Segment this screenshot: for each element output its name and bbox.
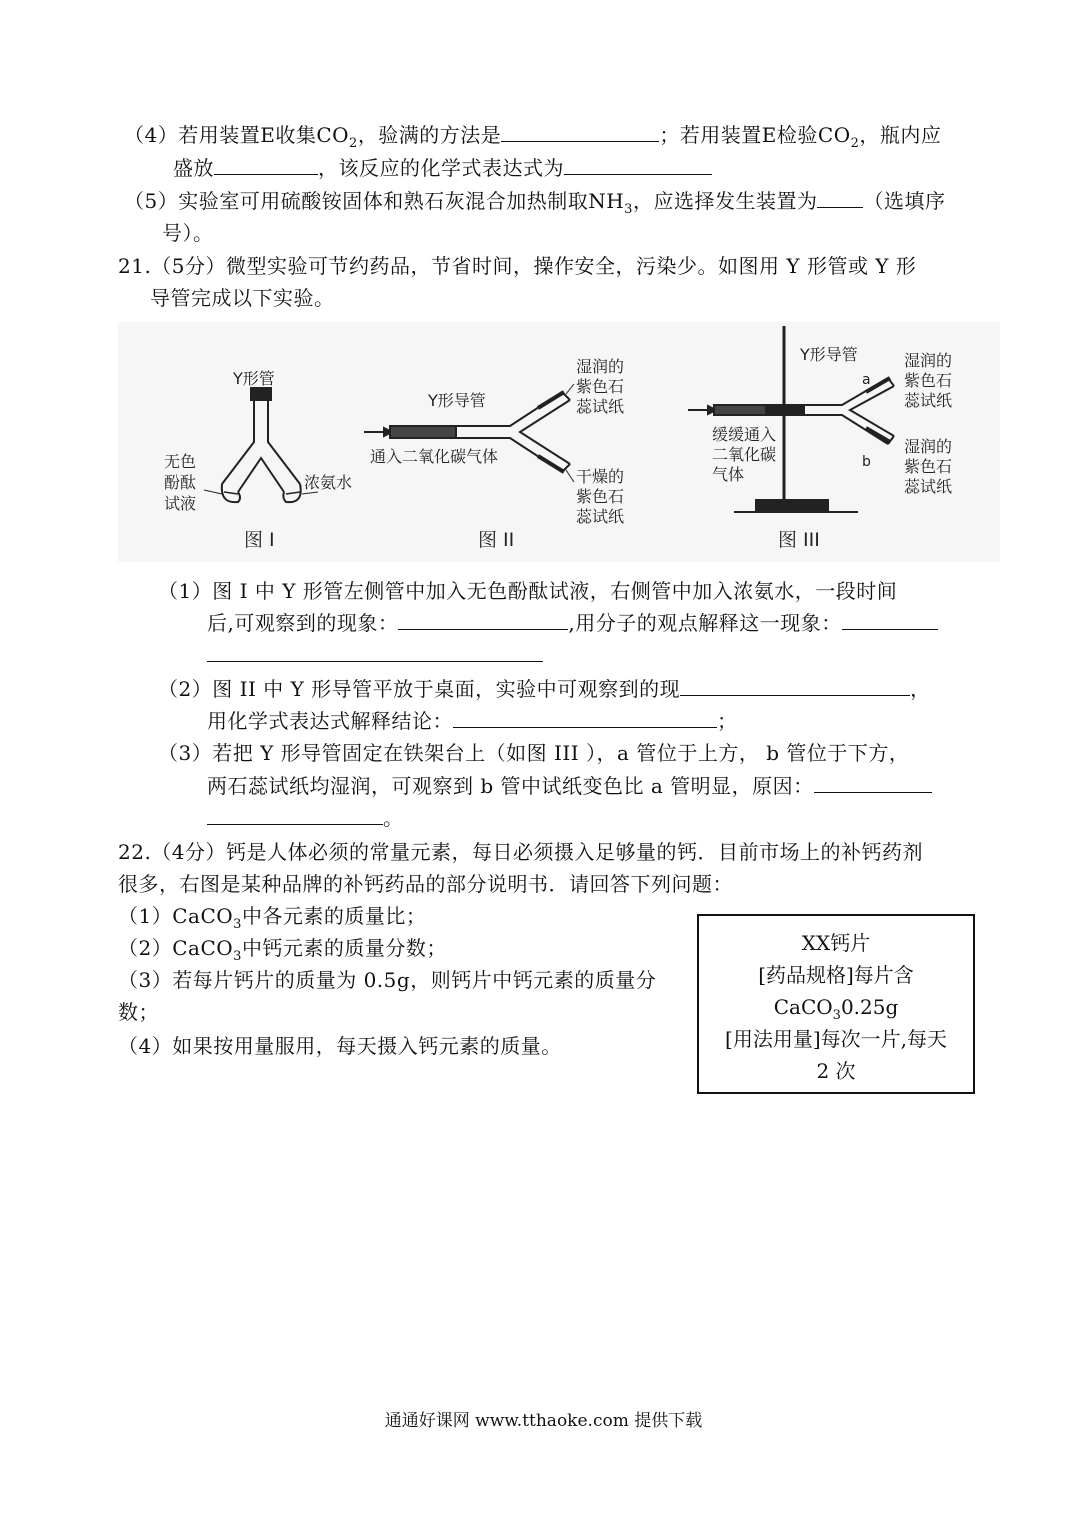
- text: 用化学式表达式解释结论：: [207, 709, 453, 733]
- fig3-caption: 图 III: [778, 529, 820, 551]
- answer-blank-1[interactable]: [501, 121, 659, 142]
- fig1-title: Y形管: [233, 369, 275, 388]
- text: CaCO: [773, 995, 833, 1019]
- q21-part1-line3: [207, 640, 543, 670]
- fig1-left-label-3: 试液: [164, 494, 197, 513]
- subscript: 3: [233, 917, 242, 932]
- fig2-caption: 图 II: [478, 529, 515, 551]
- answer-blank-4[interactable]: [817, 187, 863, 208]
- fig1-left-label-1: 无色: [164, 452, 197, 471]
- fig1-right-label: 浓氨水: [304, 473, 353, 492]
- q22-part4: [118, 1031, 562, 1061]
- fig3-bottom-label-3: 蕊试纸: [904, 477, 953, 496]
- text: （4）若用装置E收集CO: [124, 123, 350, 147]
- text: （1）图 I 中 Y 形管左侧管中加入无色酚酞试液，右侧管中加入浓氨水，一段时间: [158, 579, 898, 603]
- fig2-bottom-label-3: 蕊试纸: [576, 507, 625, 526]
- q22-intro-line2: [118, 869, 733, 899]
- q21-part1-line2: [207, 608, 938, 638]
- fig3-bottom-label-2: 紫色石: [904, 457, 953, 476]
- text: （3）若把 Y 形导管固定在铁架台上（如图 III ），a 管位于上方， b 管位于下方，: [158, 741, 910, 765]
- q21-intro-line2: [150, 283, 335, 313]
- box-line-1: XX钙片: [801, 931, 871, 955]
- text: （2）图 II 中 Y 形导管平放于桌面，实验中可观察到的现: [158, 677, 681, 701]
- fig3-top-label-1: 湿润的: [904, 351, 953, 370]
- answer-blank-9-cont[interactable]: [207, 804, 383, 825]
- text: 很多，右图是某种品牌的补钙药品的部分说明书．请回答下列问题：: [118, 872, 733, 896]
- fig3-top-label-2: 紫色石: [904, 371, 953, 390]
- text: 号）。: [162, 221, 214, 245]
- fig3-title: Y形导管: [800, 345, 858, 364]
- q21-part3-line1: [158, 738, 909, 768]
- box-line-2: [药品规格]每片含: [758, 963, 914, 987]
- q22-part3-line2: [118, 997, 159, 1027]
- text: 中各元素的质量比；: [241, 904, 427, 928]
- q21-part3-line2: [207, 771, 932, 801]
- stand-base: [756, 500, 828, 510]
- q21-part3-line3: [207, 803, 404, 833]
- y-tube-figure: [118, 322, 1000, 562]
- text: （3）若每片钙片的质量为 0.5g，则钙片中钙元素的质量分: [118, 968, 657, 992]
- text: ，应选择发生装置为: [632, 189, 818, 213]
- q21-part2-line1: [158, 674, 931, 704]
- fig1-left-label-2: 酚酞: [164, 473, 197, 492]
- page-footer: 通通好课网 www.tthaoke.com 提供下载: [384, 1411, 703, 1431]
- box-line-5: 2 次: [816, 1059, 856, 1083]
- fig3-label-b: b: [862, 454, 871, 470]
- inlet-tube: [714, 405, 766, 415]
- figure-background: [118, 322, 1000, 562]
- q22-part3-line1: [118, 965, 656, 995]
- text: ，瓶内应: [859, 123, 942, 147]
- fig2-gas-label: 通入二氧化碳气体: [370, 447, 499, 466]
- fig2-bottom-label-2: 紫色石: [576, 487, 625, 506]
- fig2-top-label-3: 蕊试纸: [576, 397, 625, 416]
- fig3-gas-label-3: 气体: [712, 465, 745, 484]
- text: （1）CaCO: [118, 904, 234, 928]
- figure-drawing: [118, 322, 1000, 562]
- text: （选填序: [863, 189, 946, 213]
- subscript: 3: [233, 949, 242, 964]
- q21-part2-line2: [207, 706, 738, 736]
- q21-intro-line1: [118, 251, 916, 281]
- q20-part5-line2: [162, 218, 214, 248]
- q20-part5-line1: [124, 186, 945, 225]
- fig2-title: Y形导管: [428, 391, 486, 410]
- text: ，该反应的化学式表达式为: [318, 156, 564, 180]
- fig3-gas-label-2: 二氧化碳: [712, 445, 777, 464]
- answer-blank-5[interactable]: [398, 609, 568, 630]
- subscript: 2: [850, 136, 860, 151]
- box-line-4: [用法用量]每次一片,每天: [725, 1027, 947, 1051]
- text: 0.25g: [840, 995, 899, 1019]
- fig1-caption: 图 I: [244, 529, 275, 551]
- text: ，: [910, 677, 931, 701]
- text: 21.（5分）微型实验可节约药品，节省时间，操作安全，污染少。如图用 Y 形管或 Y 形: [118, 254, 917, 278]
- fig3-gas-label-1: 缓缓通入: [712, 425, 777, 444]
- text: 。: [383, 806, 404, 830]
- answer-blank-7[interactable]: [680, 675, 910, 696]
- subscript: 2: [349, 136, 358, 151]
- answer-blank-6-cont[interactable]: [207, 641, 543, 662]
- subscript: 3: [624, 202, 633, 217]
- q20-part4-line2: [173, 153, 712, 183]
- text: 后,可观察到的现象：: [207, 611, 399, 635]
- text: ；若用装置E检验CO: [659, 123, 851, 147]
- text: 盛放: [173, 156, 214, 180]
- text: 导管完成以下实验。: [150, 286, 335, 310]
- text: ；: [717, 709, 738, 733]
- answer-blank-3[interactable]: [564, 154, 712, 175]
- text: （5）实验室可用硫酸铵固体和熟石灰混合加热制取NH: [124, 189, 625, 213]
- text: （4）如果按用量服用，每天摄入钙元素的质量。: [118, 1034, 562, 1058]
- inlet-tube: [390, 426, 456, 438]
- answer-blank-8[interactable]: [453, 707, 717, 728]
- fig3-label-a: a: [862, 372, 871, 388]
- calcium-tablet-label-box: [697, 914, 975, 1094]
- q22-intro-line1: [118, 837, 923, 867]
- answer-blank-2[interactable]: [214, 154, 318, 175]
- text: 22.（4分）钙是人体必须的常量元素，每日必须摄入足够量的钙．目前市场上的补钙药剂: [118, 840, 924, 864]
- text: 两石蕊试纸均湿润，可观察到 b 管中试纸变色比 a 管明显，原因：: [207, 774, 814, 798]
- text: 数；: [118, 1000, 159, 1024]
- text: ,用分子的观点解释这一现象：: [568, 611, 842, 635]
- fig3-bottom-label-1: 湿润的: [904, 437, 953, 456]
- fig2-top-label-1: 湿润的: [576, 357, 625, 376]
- fig2-top-label-2: 紫色石: [576, 377, 625, 396]
- fig2-bottom-label-1: 干燥的: [576, 467, 625, 486]
- answer-blank-9[interactable]: [814, 772, 932, 793]
- stopper: [251, 388, 271, 400]
- text: ，验满的方法是: [357, 123, 502, 147]
- q21-part1-line1: [158, 576, 897, 606]
- text: （2）CaCO: [118, 936, 234, 960]
- text: 中钙元素的质量分数；: [241, 936, 447, 960]
- fig3-top-label-3: 蕊试纸: [904, 391, 953, 410]
- answer-blank-6[interactable]: [842, 609, 938, 630]
- subscript: 3: [832, 1008, 841, 1023]
- clamp: [764, 406, 804, 414]
